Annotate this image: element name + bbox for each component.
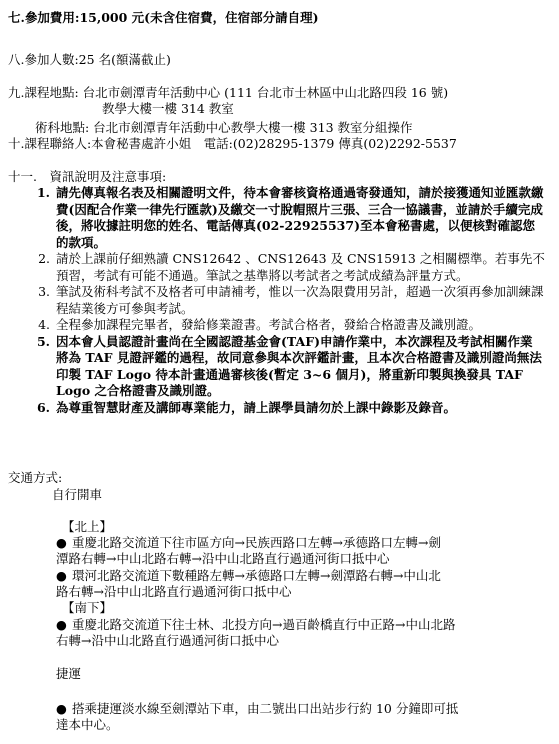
route-mrt-1: ● 搭乘捷運淡水線至劍潭站下車，由二號出口出站步行約 10 分鐘即可抵 [56,701,459,716]
item-number: 2. [38,251,50,266]
venue-building-line: 教學大樓一樓 314 教室 [102,101,234,116]
venue-line: 九.課程地點: 台北市劍潭青年活動中心 (111 台北市士林區中山北路四段 16 號) [8,85,449,100]
item-number: 5. [36,333,50,349]
mrt-label: 捷運 [56,666,82,681]
route-north-1: ● 重慶北路交流道下往市區方向→民族西路口左轉→承德路口左轉→劍 [56,535,441,550]
list-item [30,400,545,417]
route-north-2: ● 環河北路交流道下數種路左轉→承德路口左轉→劍潭路右轉→中山北 [56,568,441,583]
notes-title: 十一. 資訊說明及注意事項: [8,169,167,184]
northbound-label: 【北上】 [62,519,113,534]
southbound-label: 【南下】 [62,600,113,615]
item-text: 筆試及術科考試不及格者可申請補考，惟以一次為限費用另計，超過一次須再參加訓練課程結業後方可參與考試。 [56,284,544,316]
list-item [30,334,545,400]
item-number: 4. [38,317,50,332]
self-drive-label: 自行開車 [52,487,103,502]
bullet-icon: ● [56,701,67,716]
route-south-1: ● 重慶北路交流道下往士林、北投方向→過百齡橋直行中正路→中山北路 [56,617,456,632]
list-item [30,251,545,284]
route-north-1-cont: 潭路右轉→中山北路右轉→沿中山北路直行過通河街口抵中心 [56,551,390,566]
item-number: 6. [36,399,50,415]
item-text: 請於上課前仔細熟讀 CNS12642 、CNS12643 及 CNS15913 之相關標準。若事先不預習，考試有可能不通過。筆試之基準將以考試者之考試成績為評量方式。 [56,251,545,283]
list-item [30,284,545,317]
item-number: 1. [36,185,50,200]
route-mrt-1-cont: 達本中心。 [56,717,119,732]
transport-title: 交通方式: [8,470,63,485]
bullet-icon: ● [56,568,67,583]
item-text: 全程參加課程完畢者，發給修業證書。考試合格者，發給合格證書及識別證。 [56,317,482,332]
item-text: 請先傳真報名表及相關證明文件，待本會審核資格通過寄發通知，請於接獲通知並匯款繳費(因配合作業一律先行匯款)及繳交一寸脫帽照片三張、三合一協議書，並請於手續完成後，將收據註明您的姓名、電話傳真(02-22925537)至本會秘書處，以便核對確認您的款項。 [56,185,544,250]
notes-list [30,185,545,416]
item-text: 因本會人員認證計畫尚在全國認證基金會(TAF)申請作業中，本次課程及考試相關作業將為 TAF 見證評鑑的過程，故同意參與本次評鑑計畫，且本次合格證書及識別證尚無法印製 TAF Logo 待本計畫通過審核後(暫定 3~6 個月)，將重新印製與換發具 TAF Logo 之合格證書及識別證。 [56,333,542,398]
list-item [30,317,545,334]
practical-venue-line: 術科地點: 台北市劍潭青年活動中心教學大樓一樓 313 教室分組操作 [35,120,413,135]
contact-line: 十.課程聯絡人:本會秘書處許小姐 電話:(02)28295-1379 傳真(02)2292-5537 [8,136,457,151]
route-north-2-cont: 路右轉→沿中山北路直行過通河街口抵中心 [56,584,292,599]
fee-line: 七.參加費用:15,000 元(未含住宿費，住宿部分請自理) [8,10,319,25]
item-number: 3. [38,284,50,299]
bullet-icon: ● [56,617,67,632]
headcount-line: 八.參加人數:25 名(額滿截止) [8,52,171,67]
bullet-icon: ● [56,535,67,550]
item-text: 為尊重智慧財產及講師專業能力，請上課學員請勿於上課中錄影及錄音。 [56,399,457,415]
route-south-1-cont: 右轉→沿中山北路直行過通河街口抵中心 [56,633,279,648]
list-item [30,185,545,251]
